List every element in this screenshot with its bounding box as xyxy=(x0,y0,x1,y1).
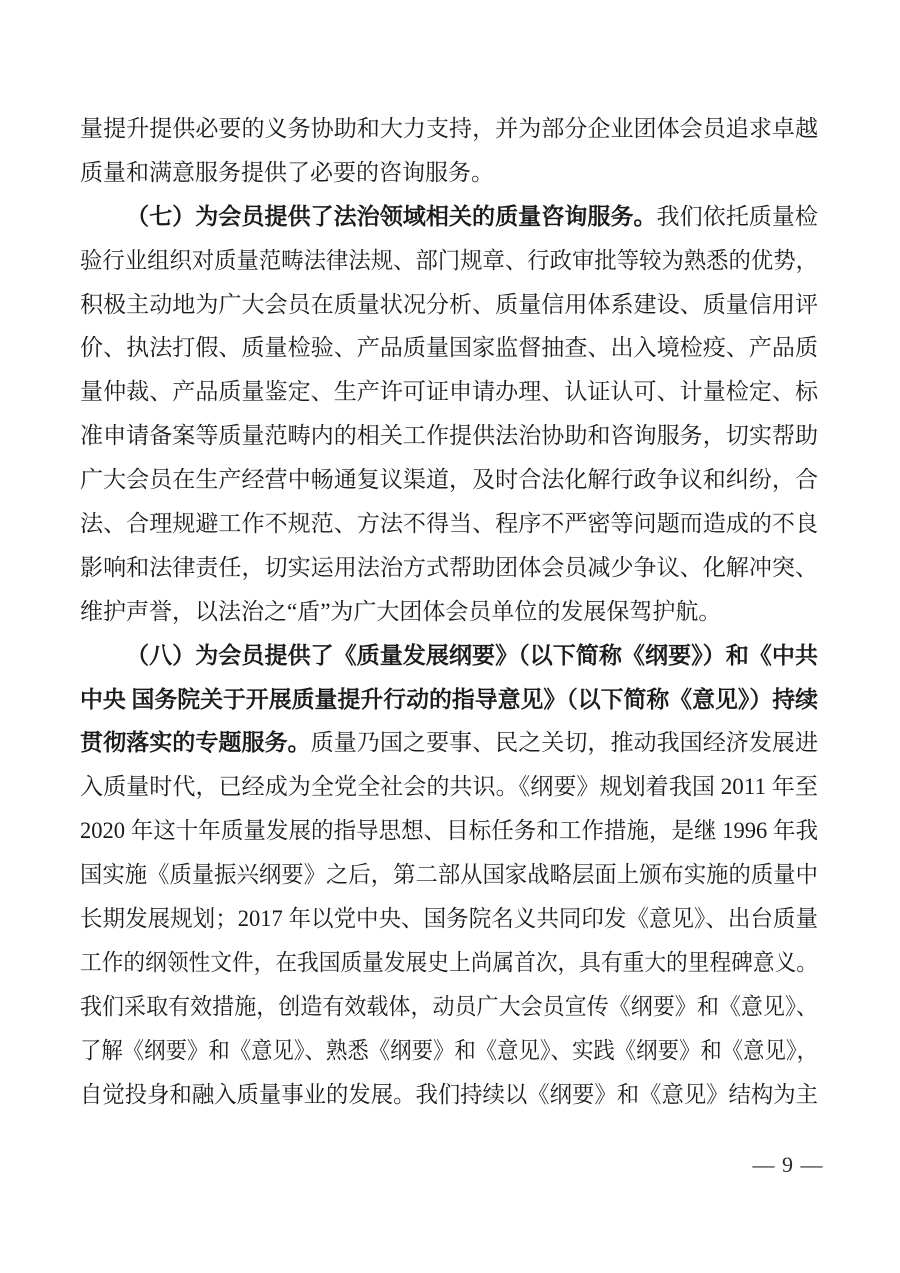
text-line xyxy=(80,1029,818,1073)
text-line-content xyxy=(80,151,494,195)
text-line-content xyxy=(80,107,818,151)
text-line-content xyxy=(80,239,818,283)
text-line xyxy=(80,678,818,722)
text-line xyxy=(80,283,818,327)
text-line xyxy=(80,985,818,1029)
text-line xyxy=(80,326,818,370)
text-run: 质量乃国之要事、民之关切，推动我国经济发展进 xyxy=(310,730,818,756)
text-line xyxy=(80,546,818,590)
text-line xyxy=(80,107,818,151)
text-line-content xyxy=(80,414,818,458)
text-run: 广大会员在生产经营中畅通复议渠道，及时合法化解行政争议和纠纷，合 xyxy=(80,467,818,493)
text-run: 影响和法律责任，切实运用法治方式帮助团体会员减少争议、化解冲突、 xyxy=(80,554,818,580)
text-run: 自觉投身和融入质量事业的发展。我们持续以《纲要》和《意见》结构为主 xyxy=(80,1081,818,1107)
text-line-content xyxy=(80,897,818,941)
text-run: 我们依托质量检 xyxy=(656,203,818,229)
bold-text-run: （八）为会员提供了《质量发展纲要》（以下简称《纲要》）和《中共 xyxy=(126,642,818,668)
text-line-content xyxy=(80,326,818,370)
text-line xyxy=(80,765,818,809)
text-line-content xyxy=(80,765,818,809)
text-line xyxy=(80,634,818,678)
text-run: 价、执法打假、质量检验、产品质量国家监督抽查、出入境检疫、产品质 xyxy=(80,335,818,361)
text-line xyxy=(80,941,818,985)
text-line xyxy=(80,370,818,414)
text-line-content xyxy=(80,941,818,985)
text-run: 量仲裁、产品质量鉴定、生产许可证申请办理、认证认可、计量检定、标 xyxy=(80,379,818,405)
text-line-content xyxy=(80,458,818,502)
text-run: 入质量时代，已经成为全党全社会的共识。《纲要》规划着我国 2011 年至 xyxy=(80,774,818,800)
text-run: 积极主动地为广大会员在质量状况分析、质量信用体系建设、质量信用评 xyxy=(80,291,818,317)
text-line-content xyxy=(80,546,818,590)
text-line-content xyxy=(80,853,818,897)
text-line xyxy=(80,809,818,853)
text-line xyxy=(80,414,818,458)
text-line xyxy=(80,195,818,239)
text-line-content xyxy=(80,985,818,1029)
text-line-content xyxy=(80,721,818,765)
text-line-content xyxy=(80,678,818,722)
text-line xyxy=(80,239,818,283)
text-run: 工作的纲领性文件，在我国质量发展史上尚属首次，具有重大的里程碑意义。 xyxy=(80,949,818,975)
text-run: 维护声誉，以法治之“盾”为广大团体会员单位的发展保驾护航。 xyxy=(80,598,722,624)
text-run: 长期发展规划；2017 年以党中央、国务院名义共同印发《意见》、出台质量 xyxy=(80,906,818,932)
text-line xyxy=(80,590,818,634)
page-number: — 9 — xyxy=(752,1152,824,1177)
text-line-content xyxy=(80,590,721,634)
bold-text-run: 贯彻落实的专题服务。 xyxy=(80,730,311,756)
text-run: 质量和满意服务提供了必要的咨询服务。 xyxy=(80,159,494,185)
text-line xyxy=(80,897,818,941)
text-run: 了解《纲要》和《意见》、熟悉《纲要》和《意见》、实践《纲要》和《意见》， xyxy=(80,1037,818,1063)
bold-text-run: （七）为会员提供了法治领域相关的质量咨询服务。 xyxy=(126,203,657,229)
text-run: 量提升提供必要的义务协助和大力支持，并为部分企业团体会员追求卓越 xyxy=(80,116,818,141)
text-line xyxy=(80,458,818,502)
text-line xyxy=(80,502,818,546)
text-line xyxy=(80,151,818,195)
text-line-content xyxy=(126,634,818,678)
text-run: 验行业组织对质量范畴法律法规、部门规章、行政审批等较为熟悉的优势， xyxy=(80,247,818,273)
bold-text-run: 中央 国务院关于开展质量提升行动的指导意见》（以下简称《意见》）持续 xyxy=(80,686,818,712)
text-line-content xyxy=(80,809,818,853)
text-run: 2020 年这十年质量发展的指导思想、目标任务和工作措施，是继 1996 年我 xyxy=(80,818,818,844)
text-run: 法、合理规避工作不规范、方法不得当、程序不严密等问题而造成的不良 xyxy=(80,511,818,537)
text-line xyxy=(80,721,818,765)
text-line-content xyxy=(80,370,818,414)
text-line-content xyxy=(80,283,818,327)
document-body xyxy=(80,107,818,1116)
text-line-content xyxy=(80,1029,818,1073)
text-line-content xyxy=(80,1073,818,1117)
text-run: 我们采取有效措施，创造有效载体，动员广大会员宣传《纲要》和《意见》、 xyxy=(80,993,818,1019)
text-run: 准申请备案等质量范畴内的相关工作提供法治协助和咨询服务，切实帮助 xyxy=(80,423,818,449)
text-run: 国实施《质量振兴纲要》之后，第二部从国家战略层面上颁布实施的质量中 xyxy=(80,862,818,888)
text-line-content xyxy=(126,195,818,239)
text-line-content xyxy=(80,502,818,546)
text-line xyxy=(80,853,818,897)
text-line xyxy=(80,1073,818,1117)
